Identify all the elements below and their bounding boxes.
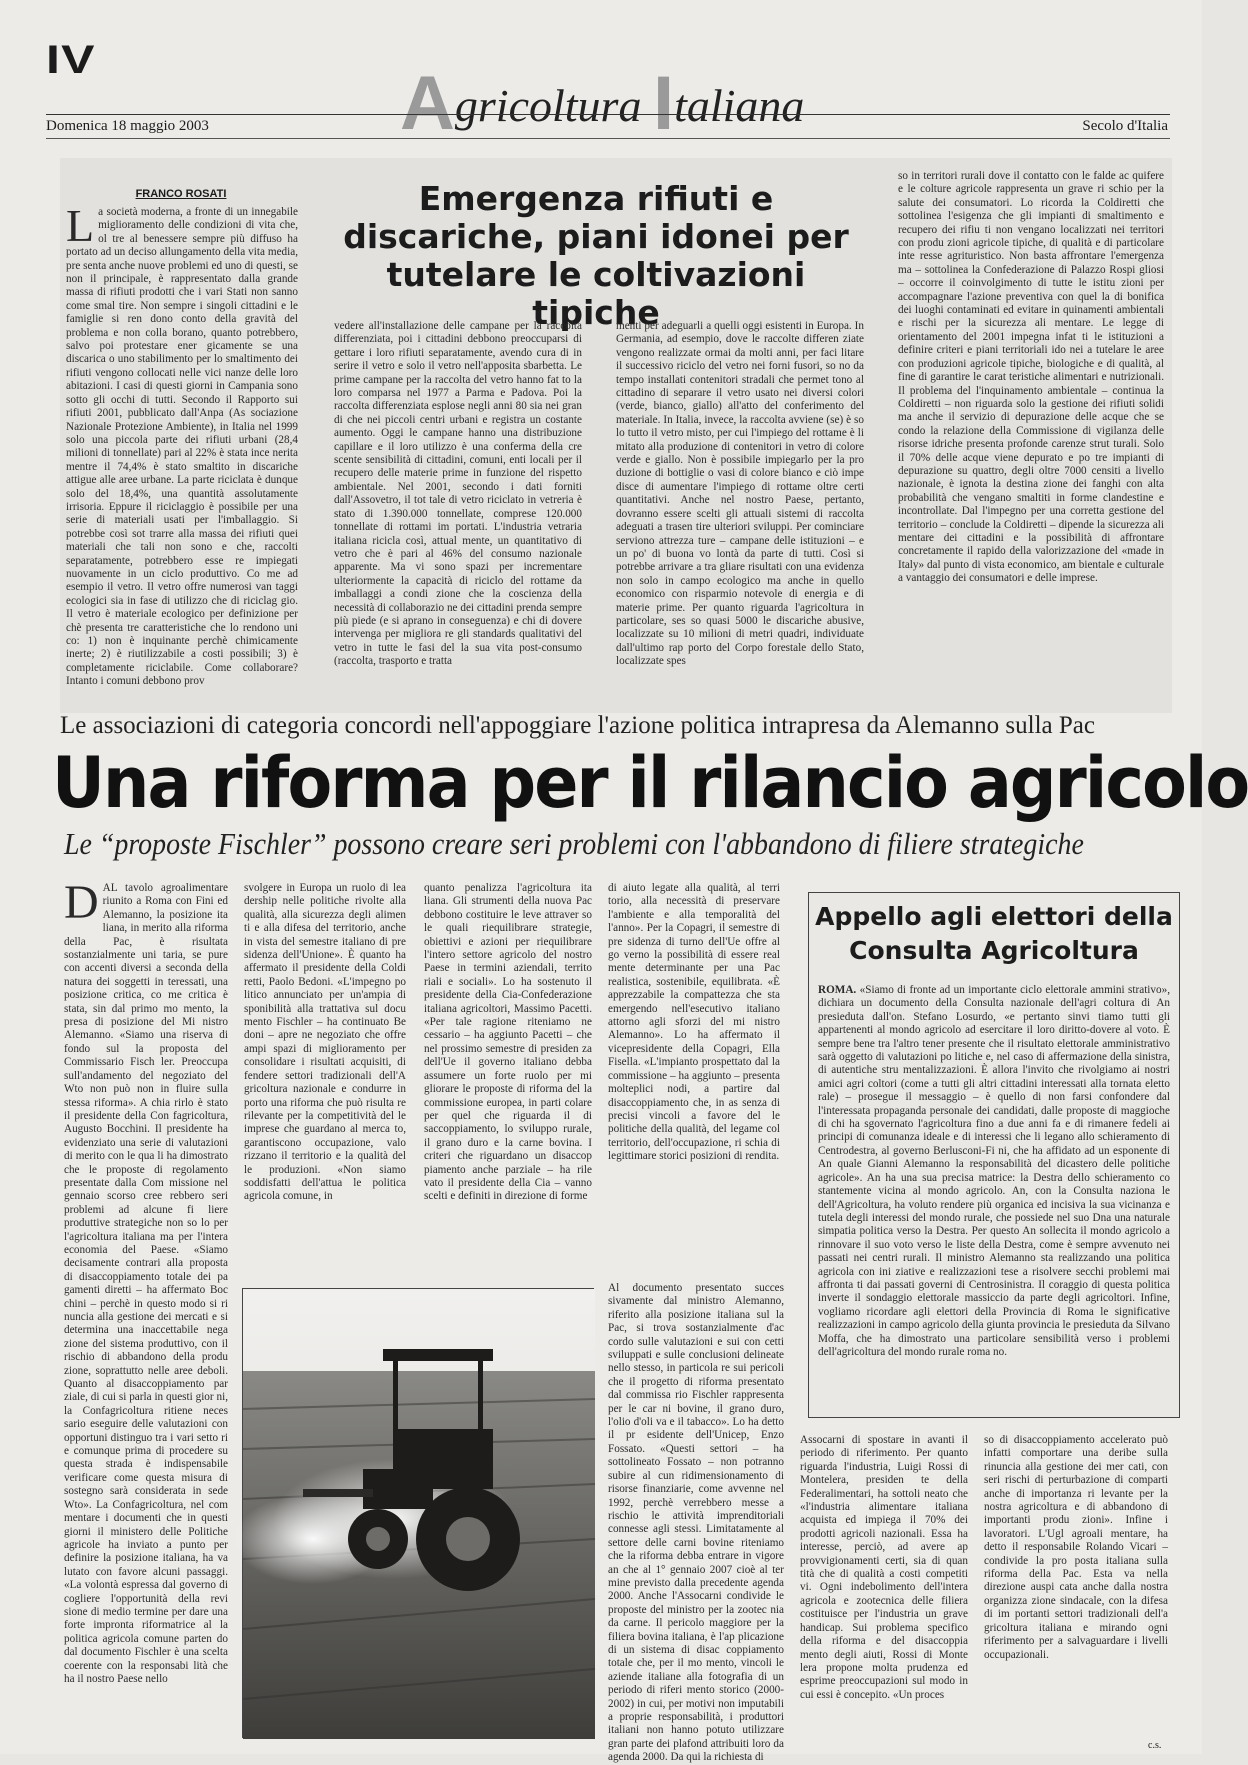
main-article-col-4: di aiuto legate alla qualità, al terri torio, alla necessità di preservare l'ambiente e alla temporalità del l'anno». Per la Copagri, il semestre di pre sidenza di turno dell'Ue offre al go verno la possibilità di essere real mente determinante per una Pac realistica, sostenibile, equilibrata. «È apprezzabile la compattezza che sta emergendo nell'esecutivo italiano attorno agli sforzi del mi nistro Alemanno». Lo ha affermato il vicepresidente della Copagri, Ella Fisella. «L'impianto prospettato dal la commissione – ha aggiunto – presenta molteplici nodi, a partire dal disaccoppiamento che, in as senza di precisi vincoli a favore del le politiche della qualità, del legame col territorio, dell'occupazione, ri schia di legittimare storici posizioni di rendita.: [608, 882, 780, 1163]
issue-date: Domenica 18 maggio 2003: [46, 118, 209, 134]
tractor-field-photo: [242, 1288, 594, 1738]
drop-cap: D: [64, 876, 99, 929]
title-initial-i: I: [652, 61, 675, 146]
appeal-body: «Siamo di fronte ad un importante ciclo elettorale ammini strativo», dichiara un documento della Consulta nazionale dell'agri coltura di An presieduta dall'on. Stefano Losurdo, «e pertanto sinvi tiamo tutti gli appartenenti al mondo agricolo ad esercitare il loro diritto-dovere al voto. È sempre bene tra l'altro tener presente che il risultato elettorale amministrativo sarà oggetto di valutazioni po litiche e, nel caso di affermazione della sinistra, di autentiche stru mentalizzazioni. È allora l'invito che rivolgiamo ai nostri amici agri coltori (come a tutti gli altri cittadini interessati alla tornata eletto rale) – prosegue il messaggio – è quello di non farsi confondere dal l'interessata propaganda personale dei candidati, dalle proposte di maggioche di chi ha sgovernato l'agricoltura fino a due anni fa e di rimanere fedeli ai principi di comunanza ideale e di interessi che li legano allo schieramento di Centrodestra, al governo Berlusconi-Fi ni, che ha affidato ad un esponente di An quale Gianni Alemanno la responsabilità del dicastero delle politiche agricole». An ha una sua precisa matrice: la Destra dello schieramento co stantemente vicina al mondo agricolo. An, con la Consulta naziona le dell'Agricoltura, ha voluto rendere più organica ed incisiva la sua vicinanza e tutela degli interessi del mondo rurale, che possiede nel suo Dna una naturale simpatia politica verso la Destra. Per questo An sollecita il mondo agricolo a rinnovare il suo voto verso le liste della Destra, come è sempre avvenuto nei passati nei centri rurali. Il ministro Alemanno sta realizzando una politica agricola con ini ziative e realizzazioni tese a risolvere secchi problemi mai affronta ti dai passati governi di Centrosinistra. Il coraggio di questa politica inverte il sondaggio elettorale massiccio da parte degli agricoltori. Infine, vogliamo ricordare agli elettori della Provincia di Roma le significative realizzazioni in campo agricolo della giunta provincia le presieduta da Silvano Moffa, che ha dimostrato una particolare sensibilità verso i problemi dell'agricoltura del mondo rurale roma no.: [818, 984, 1170, 1358]
top-article-col-4: so in territori rurali dove il contatto con le falde ac quifere e le colture agricole rappresenta un grave ri schio per la salute dei consumatori. Lo ricorda la Coldiretti che sottolinea l'esigenza che gli impianti di smaltimento e recupero dei rifiu ti non vengano localizzati nei territori con produ zioni agricole tipiche, di qualità e di particolare inte resse agrituristico. Non basta affrontare l'emergenza ma – sottolinea la Confederazione di Palazzo Rospi gliosi – occorre il coinvolgimento di tutte le istitu zioni per accompagnare l'azione preventiva con quel la di bonifica dei luoghi contaminati ed evitare in quinamenti ambientali e rischi per la sicurezza ali mentare. Le legge di orientamento del 2001 impegna infat ti le istituzioni a definire criteri e piani territoriali ido nei a tutelare le aree con produzioni agricole tipiche, biologiche e di qualità, al fine di garantire le carat teristiche alimentari e nutrizionali. Il problema del l'inquinamento ambientale – continua la Coldiretti – non riguarda solo la gestione dei rifiuti solidi ma anche il servizio di depurazione delle acque che se condo la relazione della Commissione di vigilanza delle risorse idriche presenta profonde carenze strut turali. Solo il 70% delle acque viene depurato e po tre impianti di depurazione su quattro, degli oltre 7000 censiti a livello nazionale, è ignota la destina zione dei fanghi con alta probabilità che vengano smaltiti in forme clandestine e incontrollate. Dal l'impegno per una corretta gestione del territorio – conclude la Coldiretti – dipende la sicurezza ali mentare dei cittadini e la possibilità di affrontare concretamente il rapido della valorizzazione del «made in Italy» dal punto di vista economico, am bientale e culturale a vantaggio dei consumatori e delle imprese.: [898, 170, 1164, 585]
section-title: [400, 60, 804, 147]
main-article-col-2: svolgere in Europa un ruolo di lea dership nelle politiche rivolte alla qualità, alla sicurezza degli alimen ti e alla difesa del territorio, anche in vista del semestre italiano di pre sidenza dell'Unione». È quanto ha affermato il presidente della Coldi retti, Paolo Bedoni. «L'impegno po litico annunciato per un'ampia di sponibilità alla trattativa sul docu mento Fischler – ha continuato Be doni – apre ne negoziato che offre ampi spazi di miglioramento per consolidare i risultati acquisiti, di fendere settori tradizionali dell'A gricoltura nazionale e condurre in porto una riforma che può risulta re rilevante per la competitività del le imprese che guardano al merca to, garantiscono occupazione, valo rizzano il territorio e la qualità del le produzioni. «Non siamo soddisfatti dell'attua le politica agricola comune, in: [244, 882, 406, 1203]
title-word-agricoltura: gricoltura: [454, 80, 642, 131]
title-word-italiana: taliana: [674, 80, 805, 131]
section-masthead: [400, 48, 820, 146]
appeal-headline: Appello agli elettori della Consulta Agricoltura: [815, 902, 1173, 965]
top-article-col-1-text: a società moderna, a fronte di un innegabile miglioramento delle condizioni di vita che, ol tre al benessere sempre più diffuso ha portato ad un deciso allungamento della vita media, pre senta anche nuove problemi ed uno di questi, se non il principale, è rappresentato dalla grande massa di rifiuti prodotti che i vari Stati non sanno come smal tire. Non sempre i singoli cittadini e le famiglie si ren dono conto della gravità del problema e non colla borano, quanto potrebbero, salvo poi protestare ener gicamente se una discarica o uno stabilimento per lo smaltimento dei rifiuti vengono collocati nelle vici nanze delle loro abitazioni. I casi di questi giorni in Campania sono sotto gli occhi di tutti. Secondo il Rapporto sui rifiuti 2001, pubblicato dall'Anpa (As sociazione Nazionale Protezione Ambiente), in Italia nel 1999 solo una piccola parte dei rifiuti urbani (28,4 milioni di tonnellate) pari al 22% è stata ince nerita mentre il 74,4% è stato smaltito in discariche attigue alle aree urbane. La parte riciclata è dunque solo del 18,4%, una quantità assolutamente irrisoria. Eppure il riciclaggio è possibile per una serie di materiali usati per l'imballaggio. Si potrebbe così sot trarre alla massa dei rifiuti quei materiali che tali non sono e che, raccolti separatamente, potrebbero esse re impiegati nuovamente in un ciclo produttivo. Co me ad esempio il vetro. Il vetro offre numerosi van taggi ecologici sia in fase di utilizzo che di riciclag gio. Il vetro è materiale ecologico per definizione per chè presenta tre caratteristiche che lo rendono uni co: 1) non è inquinante perchè chimicamente inerte; 2) è riutilizzabile a costi possibili; 3) è completamente riciclabile. Come collaborare? Intanto i comuni debbono prov: [66, 206, 298, 688]
top-article-col-2: vedere all'installazione delle campane per la raccolta differenziata, poi i cittadini debbono preoccuparsi di gettare i loro rifiuti separatamente, avendo cura di in serire il vetro e solo il vetro nell'apposita sbarbetta. Le prime campane per la raccolta del vetro hanno fat to la loro comparsa nel 1977 a Parma e Padova. Poi la raccolta differenziata esplose negli anni 80 sia nei gran di che nei piccoli centri urbani e registra un costante aumento. Oggi le campane hanno una distribuzione capillare e il loro utilizzo è una conferma della cre scente sensibilità di cittadini, comuni, enti locali per il recupero delle materie prime in funzione del rispetto ambientale. Nel 2001, secondo i dati forniti dall'Assovetro, il tot tale di vetro riciclato in vetreria è stato di 1.390.000 tonnellate, comprese 120.000 tonnellate di rottami im portati. L'industria vetraria italiana ricicla così, attual mente, un quantitativo di vetro che è pari al 46% del consumo nazionale apparente. Ma vi sono spazi per incrementare ulteriormente la capacità di riciclo del rottame da imballaggi a condi zione che la coscienza della necessità di collaborazio ne dei cittadini prenda sempre più piede (e si aprano in conseguenza) e chi di dovere intervenga per migliora re gli standards qualitativi del vetro in tutte le fasi del la sua vita post-consumo (raccolta, trasporto e tratta: [334, 320, 582, 668]
page-number: IV: [46, 38, 96, 82]
top-article-col-1: [66, 200, 298, 688]
top-article-headline: Emergenza rifiuti e discariche, piani idonei per tutelare le coltivazioni tipiche: [343, 179, 849, 332]
drop-cap: L: [66, 200, 95, 251]
masthead-rule-bottom: [46, 138, 1170, 139]
top-article-col-3: menti per adeguarli a quelli oggi esistenti in Europa. In Germania, ad esempio, dove le raccolte differen ziate vengono realizzate ormai da molti anni, per faci litare il successivo riciclo del vetro nei forni fusori, so no da tempo installati contenitori stradali che permet tono al cittadino di separare il vetro usato nei diversi colori (verde, bianco, giallo) all'atto del conferimento del materiale. In Italia, invece, la raccolta avviene (se) è so lo tutto il vetro misto, per cui l'impiego del rottame è li mitato alla produzione di contenitori in vetro di colore verde e giallo. Non è possibile impiegarlo per la pro duzione di bottiglie o vasi di colore bianco e ciò impe disce di aumentare l'impiego di rottame oltre certi quantitativi. Anche nel nostro Paese, pertanto, dovranno essere scelti gli attuali sistemi di raccolta adeguati a trasen tire ulteriori sviluppi. Per cominciare serviono attrezza ture – campane delle istituzioni – e un po' di buona vo lontà da parte di tutti. Così si potrebbe arrivare a tra gliare risultati con una evidenza non solo in campo ecologico ma anche in quello economico con risparmio notevole di energia e di materie prime. Per quanto riguarda l'agricoltura in particolare, ses so quasi 5000 le discariche abusive, localizzate su 10 milioni di metri quadri, individuate dall'ultimo rap porto del Corpo forestale dello Stato, localizzate spes: [616, 320, 864, 668]
main-article-col-5: Assocarni di spostare in avanti il periodo di riferimento. Per quanto riguarda l'industria, Luigi Rossi di Montelera, presiden te della Federalimentari, ha sottoli neato che «l'industria alimentare italiana acquista ed impiega il 70% dei prodotti agricoli nazionali. Essa ha interesse, perciò, ad avere ap provvigionamenti certi, sia di quan tità che di qualità a costi competiti vi. Ogni indebolimento dell'intera agricola e zootecnica delle filiera costituisce per l'industria un grave handicap. Sui problema specifico della riforma e del disaccoppia mento degli aiuti, Rossi di Monte lera propone molta prudenza ed esprime preoccupazioni sul modo in cui essi è concepito. «Un proces: [800, 1434, 968, 1701]
photo-illustration: [243, 1289, 595, 1739]
masthead-rule: [46, 114, 1170, 115]
main-article-col-1-text: AL tavolo agroalimentare riunito a Roma con Fini ed Alemanno, la posizione ita liana, in merito alla riforma della Pac, è risultata sostanzialmente uni taria, se pure con accenti diversi a seconda della natura dei soggetti in teressati, una posizione critica, co me critica è stata, sin dal primo mo mento, la presa di posizione del Mi nistro Alemanno. «Siamo una riserva di fondo sul la proposta del Commissario Fisch ler. Preoccupa sull'andamento del negoziato del Wto non può non in fluire sulla stessa riforma». A chia rirlo è stato il presidente della Con fagricoltura, Augusto Bocchini. Il presidente ha evidenziato una serie di valutazioni di merito con le qua li ha dimostrato che le proposte di regolamento presentate dalla Com missione nel gennaio scorso cree rebbero seri problemi ad alcune fi liere produttive strategiche non so lo per l'agricoltura italiana ma per l'intera economia del Paese. «Siamo decisamente contrari alla proposta di disaccoppiamento totale dei pa gamenti diretti – ha affermato Boc chini – perchè in questo modo si ri nuncia alla gestione dei mercati e si determina una inaccettabile nega zione del sistema produttivo, con il rischio di abbandono della produ zione, soprattutto nelle aree deboli. Quanto al disaccoppiamento par ziale, di cui si parla in questi gior ni, la Confagricoltura ritiene neces sario eseguire delle valutazioni con opportuni distinguo tra i vari setto ri e comunque prima di procedere su questa strada è indispensabile verificare come questa misura di sostegno sarà considerata in sede Wto». La Confagricoltura, nel com mentare i documenti che in questi giorni il ministero delle Politiche agricole ha inviato a punto per definire la posizione italiana, ha va lutato con favore alcuni passaggi. «La volontà espressa dal governo di cogliere l'opportunità della revi sione di medio termine per dare una forte impronta riformatrice al la politica agricola comune parten do dal documento Fischler è una scelta coerente con la responsabi lità che ha il nostro Paese nello: [64, 882, 228, 1685]
title-initial-a: A: [400, 61, 455, 146]
main-headline: Una riforma per il rilancio agricolo: [52, 742, 1248, 824]
newspaper-name: Secolo d'Italia: [1082, 118, 1168, 134]
main-article-col-6: so di disaccoppiamento accelerato può infatti comportare una deribe sulla rinuncia alla gestione dei mer cati, con seri rischi di perturbazione di comparti anche di importanza ri levante per la nostra agricoltura e di abbandono di importanti produ zioni». Infine i lavoratori. L'Ugl agroali mentare, ha detto il responsabile Rolando Vicari – condivide la pro posta italiana sulla riforma della Pac. Esta va nella direzione auspi cata anche dalla nostra organizza zione sindacale, con la difesa di im portanti settori tradizionali dell'a gricoltura italiana e mirando ogni riferimento per a salvaguardare i livelli occupazionali.: [984, 1434, 1168, 1661]
appeal-dateline: ROMA.: [818, 984, 857, 996]
main-article-col-3b: Al documento presentato succes sivamente dal ministro Alemanno, riferito alla posizione italiana sul la Pac, si trova sostanzialmente d'ac cordo sulle valutazioni e sui con cetti sviluppati e sulle conclusioni delineate nello stesso, in particola re sui pericoli che il progetto di riforma presentato dal commissa rio Fischler rappresenta per le car ni bovine, il grano duro, l'olio d'oli va e il tabacco». Lo ha detto il pr esidente dell'Unicep, Enzo Fossato. «Questi settori – ha sottolineato Fossato – non potranno subire al cun ridimensionamento di risorse finanziarie, come avvenne nel 1992, perchè verrebbero messe a rischio le attività imprenditoriali connesse agli stessi. Limitatamente al settore delle carni bovine riteniamo che la riforma debba entrare in vigore an che al 1° gennaio 2007 cioè al ter mine previsto dalla precedente agenda 2000. Anche l'Assocarni condivide le proposte del ministro per la zootec nia da carne. Il pericolo maggiore per la filiera bovina italiana, è l'ap plicazione di un sistema di disac coppiamento totale che, per il mo mento, vincoli le aziende italiane alla fotografia di un periodo di riferi mento storico (2000-2002) in cui, per motivi non imputabili a proprie responsabilità, i produttori italiani non hanno potuto utilizzare gran parte dei plafond attribuiti loro da agenda 2000. Da qui la richiesta di: [608, 1282, 784, 1764]
article-kicker: Le associazioni di categoria concordi nell'appoggiare l'azione politica intrapresa da Alemanno sulla Pac: [60, 712, 1095, 739]
appeal-text: [818, 984, 1170, 1412]
article-signature: c.s.: [1148, 1740, 1162, 1751]
main-subtitle: Le “proposte Fischler” possono creare seri problemi con l'abbandono di filiere strategiche: [64, 826, 1084, 861]
article-byline: FRANCO ROSATI: [135, 188, 227, 200]
main-article-col-1: [64, 876, 228, 1734]
main-article-col-3: quanto penalizza l'agricoltura ita liana. Gli strumenti della nuova Pac debbono costituire le leve attraver so le quali riequilibrare strategie, obiettivi e azioni per riequilibrare l'intero settore agricolo del nostro Paese in termini aziendali, territo riali e sociali». Lo ha sostenuto il presidente della Cia-Confederazione italiana agricoltori, Massimo Pacetti. «Per tale ragione riteniamo ne cessario – ha aggiunto Pacetti – che nel prossimo semestre di presiden za dell'Ue il governo italiano debba assumere un forte ruolo per mi gliorare le proposte di riforma del la commissione europea, in parti colare per quel che riguarda il di saccoppiamento, lo sviluppo rurale, il grano duro e la carne bovina. I criteri che riguardano un disaccop piamento anche parziale – ha rile vato il presidente della Cia – vanno scelti e definiti in direzione di forme: [424, 882, 592, 1203]
